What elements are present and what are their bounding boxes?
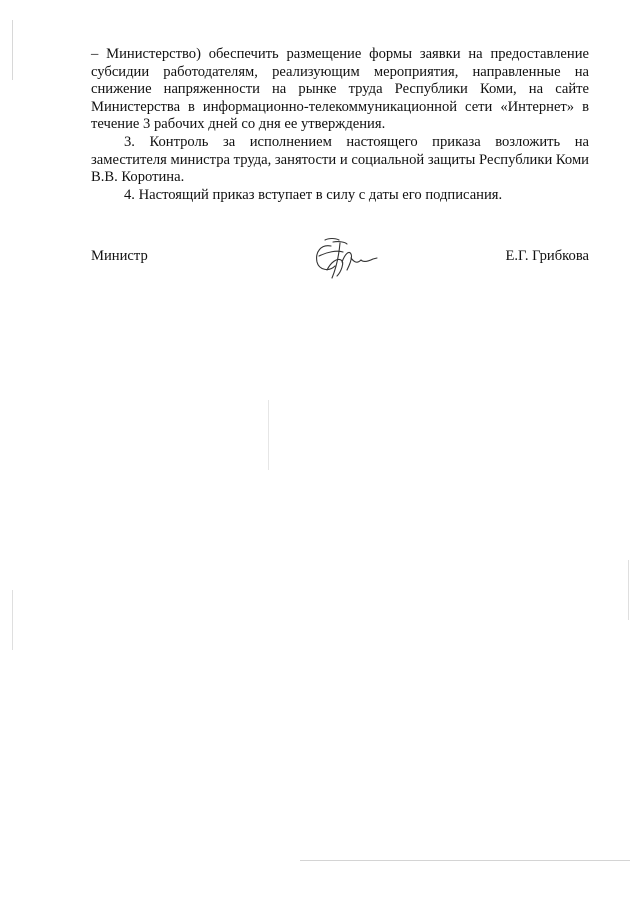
scan-edge-mark bbox=[628, 560, 629, 620]
paragraph-2-continuation: – Министерство) обеспечить размещение формы заявки на предоставление субсидии работодателям, реализующим мероприятия, направленные на снижение напряженности на рынке труда Республики Коми, на сайте Министерства в информационно-телекоммуникационной сети «Интернет» в течение 3 рабочих дней со дня ее утверждения. bbox=[91, 46, 589, 133]
scan-edge-mark bbox=[268, 400, 269, 470]
signatory-title: Министр bbox=[91, 248, 148, 264]
paragraph-4: 4. Настоящий приказ вступает в силу с даты его подписания. bbox=[124, 186, 503, 203]
signatory-name: Е.Г. Грибкова bbox=[505, 248, 589, 264]
document-body bbox=[91, 46, 589, 204]
scan-edge-mark bbox=[12, 20, 13, 80]
scan-edge-mark bbox=[12, 590, 13, 650]
handwritten-signature-icon bbox=[307, 232, 387, 284]
paragraph-3: 3. Контроль за исполнением настоящего приказа возложить на заместителя министра труда, занятости и социальной защиты Республики Коми В.В. Коротина. bbox=[91, 133, 589, 186]
scan-edge-mark bbox=[300, 860, 630, 861]
